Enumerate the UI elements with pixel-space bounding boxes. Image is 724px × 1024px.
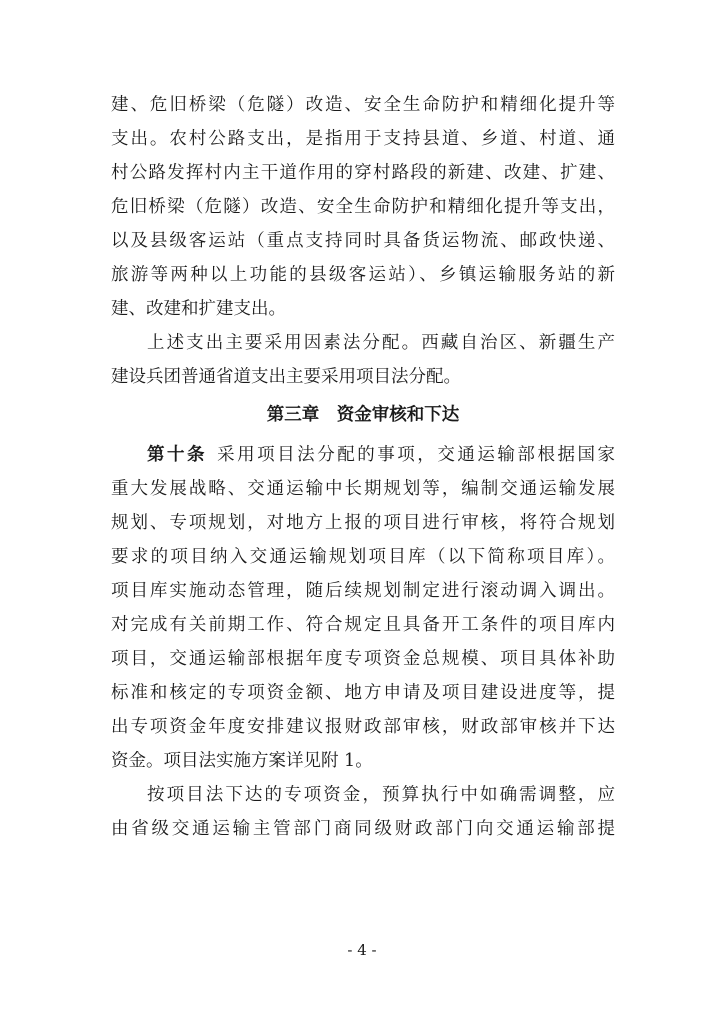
article-10	[111, 438, 615, 778]
text-line: 建设兵团普通省道支出主要采用项目法分配。	[111, 367, 461, 387]
text-line: 以及县级客运站（重点支持同时具备货运物流、邮政快递、	[111, 231, 615, 251]
text-line: 建、改建和扩建支出。	[111, 299, 286, 319]
document-body	[111, 88, 615, 846]
text-line: 建、危旧桥梁（危隧）改造、安全生命防护和精细化提升等	[111, 95, 615, 115]
text-line: 按项目法下达的专项资金，预算执行中如确需调整，应	[147, 785, 615, 805]
text-line	[111, 438, 615, 472]
text-line: 资金。项目法实施方案详见附 1。	[111, 751, 373, 771]
text-line: 由省级交通运输主管部门商同级财政部门向交通运输部提	[111, 819, 615, 839]
paragraph-rural-road-expenditure	[111, 88, 615, 326]
text-line: 标准和核定的专项资金额、地方申请及项目建设进度等，提	[111, 683, 615, 703]
text-line: 规划、专项规划，对地方上报的项目进行审核，将符合规划	[111, 513, 615, 533]
chapter-title: 第三章 资金审核和下达	[266, 405, 460, 425]
text-line: 要求的项目纳入交通运输规划项目库（以下简称项目库）。	[111, 547, 615, 567]
article-text: 采用项目法分配的事项，交通运输部根据国家	[217, 445, 616, 465]
text-line: 村公路发挥村内主干道作用的穿村路段的新建、改建、扩建、	[111, 163, 615, 183]
text-line: 对完成有关前期工作、符合规定且具备开工条件的项目库内	[111, 615, 615, 635]
article-heading: 第十条	[147, 445, 208, 465]
text-line: 出专项资金年度安排建议报财政部审核，财政部审核并下达	[111, 717, 615, 737]
text-line: 支出。农村公路支出，是指用于支持县道、乡道、村道、通	[111, 129, 615, 149]
text-line: 重大发展战略、交通运输中长期规划等，编制交通运输发展	[111, 479, 615, 499]
text-line: 旅游等两种以上功能的县级客运站）、乡镇运输服务站的新	[111, 265, 615, 285]
text-line: 危旧桥梁（危隧）改造、安全生命防护和精细化提升等支出，	[111, 197, 615, 217]
text-line: 上述支出主要采用因素法分配。西藏自治区、新疆生产	[147, 333, 615, 353]
text-line: 项目，交通运输部根据年度专项资金总规模、项目具体补助	[111, 649, 615, 669]
paragraph-adjustment	[111, 778, 615, 846]
page-number: - 4 -	[347, 941, 377, 959]
paragraph-allocation-method	[111, 326, 615, 394]
text-line: 项目库实施动态管理，随后续规划制定进行滚动调入调出。	[111, 581, 615, 601]
